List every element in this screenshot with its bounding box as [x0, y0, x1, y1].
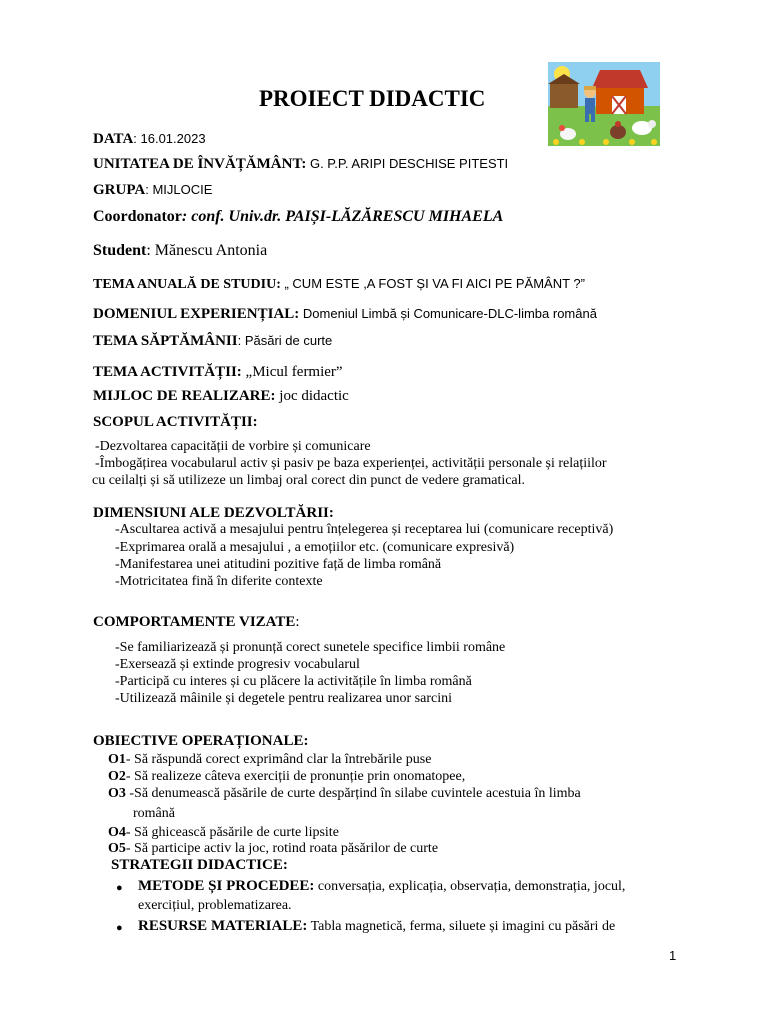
comportamente-line: -Utilizează mâinile și degetele pentru realizarea unor sarcini: [115, 691, 452, 706]
obiectiv-code: O2: [108, 769, 126, 784]
tema-activitatii-label: TEMA ACTIVITĂȚII:: [93, 364, 242, 380]
metode-label: METODE ȘI PROCEDEE:: [138, 878, 315, 894]
scop-heading: [93, 414, 258, 431]
coordonator-row: [93, 208, 503, 226]
comportamente-colon: :: [295, 614, 300, 630]
grupa-row: [93, 182, 212, 199]
unitate-row: [93, 156, 508, 173]
mijloc-value: joc didactic: [275, 388, 349, 404]
obiectiv-text: - Să ghicească păsările de curte lipsite: [125, 825, 339, 840]
comportamente-line: -Se familiarizează și pronunță corect sunetele specifice limbii române: [115, 640, 506, 655]
data-row: [93, 131, 206, 148]
coordonator-value: : conf. Univ.dr. PAIȘI-LĂZĂRESCU MIHAELA: [181, 208, 504, 225]
obiectiv-code: O1: [108, 752, 126, 767]
comportamente-label: COMPORTAMENTE VIZATE: [93, 614, 296, 630]
obiective-heading: [93, 733, 308, 750]
tema-anuala-label: TEMA ANUALĂ DE STUDIU:: [93, 277, 281, 292]
domeniu-row: [93, 306, 597, 323]
dimensiuni-label: DIMENSIUNI ALE DEZVOLTĂRII:: [93, 505, 334, 521]
student-label: Student: [93, 242, 147, 259]
metode-continuation: exercițiul, problematizarea.: [138, 898, 292, 913]
comportamente-line: -Exersează și extinde progresiv vocabularul: [115, 657, 360, 672]
tema-anuala-row: [93, 276, 585, 293]
coordonator-label: Coordonator: [93, 208, 182, 225]
tema-activitatii-value: „Micul fermier”: [241, 364, 343, 380]
obiectiv-item: [108, 825, 339, 841]
resurse-row: [138, 918, 615, 935]
domeniu-value: Domeniul Limbă și Comunicare-DLC-limba română: [299, 306, 597, 321]
strategii-label: STRATEGII DIDACTICE:: [111, 857, 288, 873]
grupa-value: : MIJLOCIE: [145, 182, 213, 197]
unitate-label: UNITATEA DE ÎNVĂȚĂMÂNT:: [93, 156, 307, 172]
tema-anuala-value: „ CUM ESTE ,A FOST ȘI VA FI AICI PE PĂMÂNT ?”: [280, 276, 585, 291]
farm-illustration: [548, 62, 660, 146]
comportamente-line: -Participă cu interes și cu plăcere la activitățile în limba română: [115, 674, 472, 689]
mijloc-row: [93, 388, 349, 405]
metode-row: [138, 878, 625, 895]
data-label: DATA: [93, 131, 134, 147]
student-value: : Mănescu Antonia: [146, 242, 268, 259]
scop-line: -Îmbogățirea vocabularul activ și pasiv pe baza experienței, activității personale și relațiilor: [95, 456, 607, 471]
bullet-icon: ●: [116, 922, 123, 934]
obiectiv-item: [108, 752, 431, 768]
obiective-label: OBIECTIVE OPERAȚIONALE:: [93, 733, 309, 749]
strategii-heading: [111, 857, 288, 874]
tema-saptamanii-value: : Păsări de curte: [237, 333, 333, 348]
tema-saptamanii-row: [93, 333, 332, 350]
dimensiuni-line: -Exprimarea orală a mesajului , a emoțiilor etc. (comunicare expresivă): [115, 540, 515, 555]
obiectiv-text: - Să participe activ la joc, rotind roata păsărilor de curte: [125, 841, 439, 856]
obiectiv-code: O3: [108, 786, 126, 801]
obiectiv-item: [108, 786, 581, 802]
page-title: PROIECT DIDACTIC: [259, 86, 486, 111]
scop-line: -Dezvoltarea capacității de vorbire și comunicare: [95, 439, 371, 454]
obiectiv-text: - Să realizeze câteva exerciții de pronunție prin onomatopee,: [125, 769, 466, 784]
obiectiv-code: O4: [108, 825, 126, 840]
dimensiuni-line: -Ascultarea activă a mesajului pentru înțelegerea și receptarea lui (comunicare receptivă): [115, 522, 614, 537]
obiectiv-text: - Să răspundă corect exprimând clar la întrebările puse: [125, 752, 432, 767]
bullet-icon: ●: [116, 882, 123, 894]
tema-activitatii-row: [93, 364, 343, 381]
dimensiuni-line: -Manifestarea unei atitudini pozitive față de limba română: [115, 557, 442, 572]
domeniu-label: DOMENIUL EXPERIENȚIAL:: [93, 306, 300, 322]
scop-line: cu ceilalți și să utilizeze un limbaj oral corect din punct de vedere gramatical.: [92, 473, 526, 488]
obiectiv-code: O5: [108, 841, 126, 856]
data-value: : 16.01.2023: [133, 131, 206, 146]
comportamente-heading: [93, 614, 300, 631]
resurse-label: RESURSE MATERIALE:: [138, 918, 308, 934]
resurse-value: Tabla magnetică, ferma, siluete și imagini cu păsări de: [307, 919, 616, 934]
dimensiuni-heading: [93, 505, 334, 522]
obiectiv-continuation: română: [133, 806, 175, 821]
obiectiv-item: [108, 841, 438, 857]
dimensiuni-line: -Motricitatea fină în diferite contexte: [115, 574, 323, 589]
grupa-label: GRUPA: [93, 182, 146, 198]
obiectiv-item: [108, 769, 465, 785]
obiectiv-text: -Să denumească păsările de curte despărțind în silabe cuvintele acestuia în limba: [125, 786, 581, 801]
unitate-value: G. P.P. ARIPI DESCHISE PITESTI: [306, 156, 509, 171]
student-row: [93, 242, 267, 260]
page-number: 1: [669, 948, 677, 963]
metode-value: conversația, explicația, observația, demonstrația, jocul,: [314, 879, 626, 894]
tema-saptamanii-label: TEMA SĂPTĂMÂNII: [93, 333, 238, 349]
mijloc-label: MIJLOC DE REALIZARE:: [93, 388, 276, 404]
scop-label: SCOPUL ACTIVITĂȚII:: [93, 414, 258, 430]
